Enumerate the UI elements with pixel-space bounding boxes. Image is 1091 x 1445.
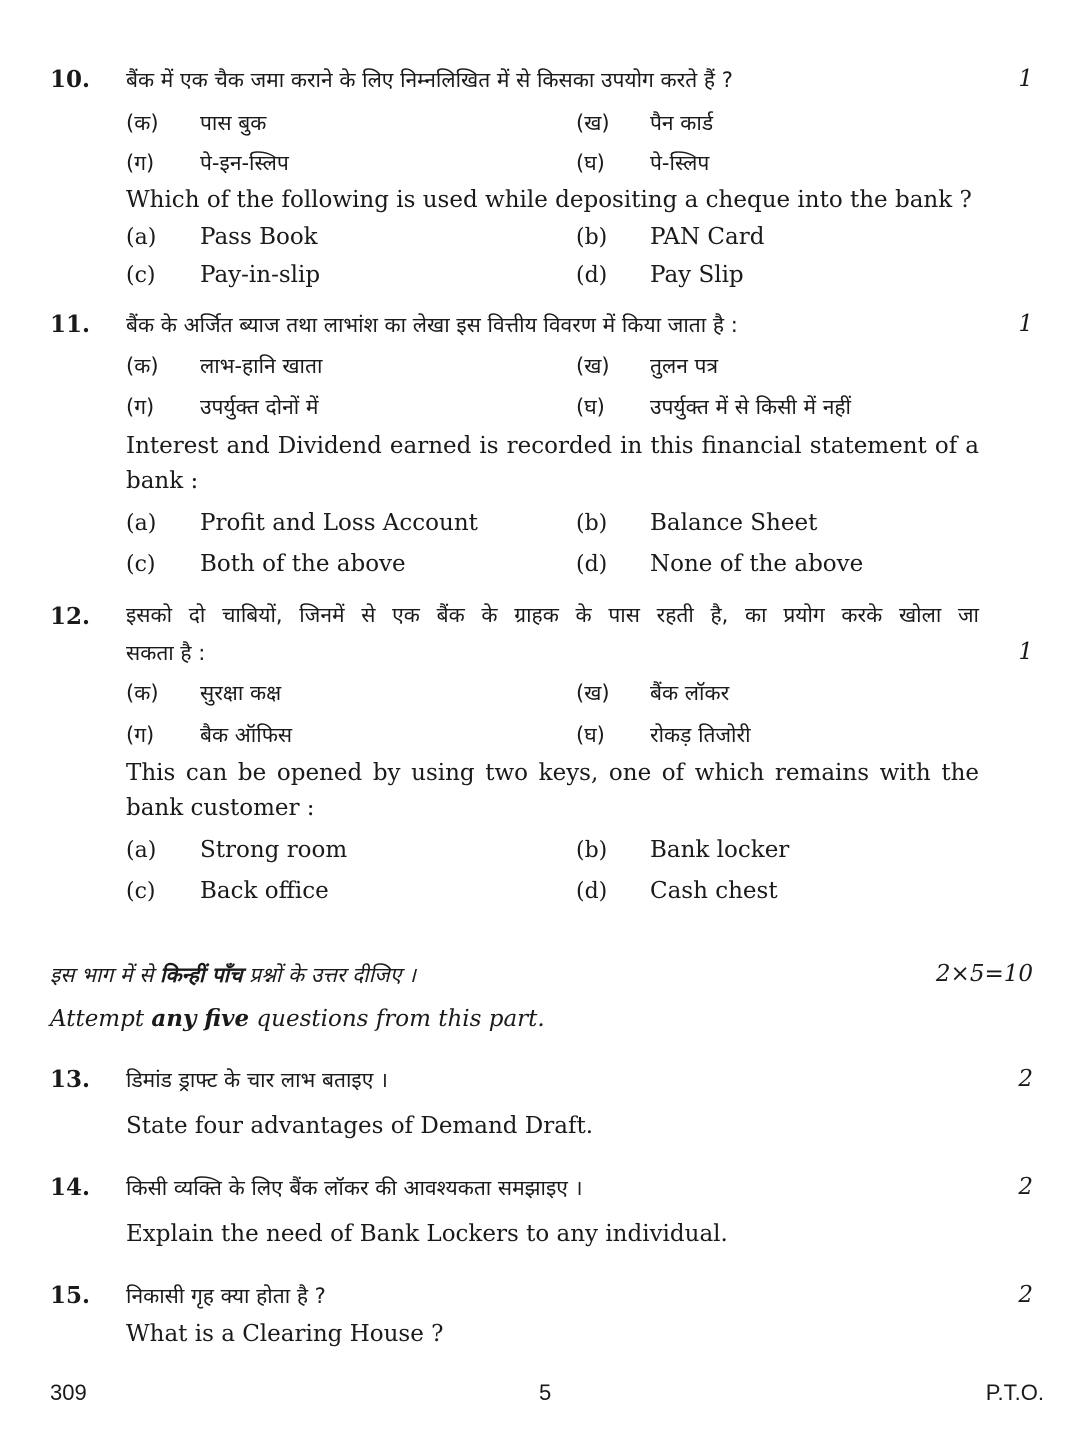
question-text-hindi: बैंक में एक चैक जमा कराने के लिए निम्नलिखित में से किसका उपयोग करते हैं ? [126,68,733,92]
question-text-english-line2: bank customer : [126,795,315,821]
option-label: (ग) [126,395,155,419]
question-text-english-line1: This can be opened by using two keys, one of which remains with the [126,760,979,786]
option-text: उपर्युक्त में से किसी में नहीं [650,395,851,419]
page-number: 5 [539,1380,552,1405]
question-number: 15. [50,1282,91,1309]
question-marks: 2 [1018,1174,1033,1200]
option-text: पे-स्लिप [650,151,710,175]
question-marks: 2 [1018,1066,1033,1092]
option-text: उपर्युक्त दोनों में [200,395,319,419]
option-label: (ग) [126,723,155,747]
option-label: (b) [576,225,608,250]
question-text-hindi: डिमांड ड्राफ्ट के चार लाभ बताइए । [126,1068,388,1092]
option-text: Pay Slip [650,262,744,288]
option-text: रोकड़ तिजोरी [650,723,751,747]
section-instruction-english: Attempt any five questions from this part. [50,1005,545,1032]
option-text: Pass Book [200,224,318,250]
option-text: Profit and Loss Account [200,510,478,536]
question-text-hindi: बैंक के अर्जित ब्याज तथा लाभांश का लेखा इस वित्तीय विवरण में किया जाता है : [126,313,738,337]
option-text: बैंक लॉकर [650,681,730,705]
option-text: Balance Sheet [650,510,818,536]
option-text: PAN Card [650,224,765,250]
option-label: (c) [126,263,156,288]
option-text: Pay-in-slip [200,262,321,288]
option-label: (क) [126,354,159,378]
question-marks: 2 [1018,1282,1033,1308]
question-number: 14. [50,1174,91,1201]
question-number: 11. [50,311,91,338]
question-number: 12. [50,603,91,630]
option-text: पास बुक [200,111,267,135]
option-text: Strong room [200,837,348,863]
option-label: (घ) [576,723,605,747]
section-instruction-hindi: इस भाग में से किन्हीं पाँच प्रश्नों के उत्तर दीजिए । [50,963,416,987]
option-label: (ख) [576,681,610,705]
option-label: (ख) [576,354,610,378]
option-label: (b) [576,838,608,863]
question-number: 13. [50,1066,91,1093]
option-text: None of the above [650,551,864,577]
section-instruction-english-bold: any five [151,1005,250,1032]
option-label: (ख) [576,111,610,135]
option-label: (घ) [576,395,605,419]
section-instruction-hindi-bold: किन्हीं पाँच [160,963,243,987]
option-label: (d) [576,263,608,288]
please-turn-over: P.T.O. [985,1380,1044,1405]
question-marks: 1 [1018,311,1033,337]
paper-code: 309 [50,1380,87,1405]
question-text-english: Which of the following is used while depositing a cheque into the bank ? [126,187,972,213]
question-text-english: Explain the need of Bank Lockers to any individual. [126,1221,728,1247]
question-text-english: State four advantages of Demand Draft. [126,1113,594,1139]
option-text: बैक ऑफिस [200,723,293,747]
option-label: (c) [126,552,156,577]
option-label: (d) [576,879,608,904]
question-text-english-line1: Interest and Dividend earned is recorded in this financial statement of a [126,433,979,459]
question-text-hindi: किसी व्यक्ति के लिए बैंक लॉकर की आवश्यकता समझाइए । [126,1176,583,1200]
option-label: (क) [126,681,159,705]
option-label: (a) [126,225,157,250]
question-number: 10. [50,66,91,93]
option-label: (a) [126,511,157,536]
option-text: Cash chest [650,878,778,904]
question-text-hindi: निकासी गृह क्या होता है ? [126,1284,326,1308]
question-text-english-line2: bank : [126,468,199,494]
question-text-hindi-line2: सकता है : [126,641,206,665]
option-label: (घ) [576,151,605,175]
option-text: Bank locker [650,837,790,863]
option-text: पे-इन-स्लिप [200,151,289,175]
option-label: (b) [576,511,608,536]
section-marks: 2×5=10 [935,961,1033,987]
option-label: (c) [126,879,156,904]
option-label: (ग) [126,151,155,175]
option-label: (a) [126,838,157,863]
question-text-english: What is a Clearing House ? [126,1321,444,1347]
option-label: (d) [576,552,608,577]
option-label: (क) [126,111,159,135]
option-text: पैन कार्ड [650,111,714,135]
option-text: लाभ-हानि खाता [200,354,323,378]
option-text: Both of the above [200,551,406,577]
question-marks: 1 [1018,639,1033,665]
option-text: सुरक्षा कक्ष [200,681,282,705]
question-text-hindi-line1: इसको दो चाबियों, जिनमें से एक बैंक के ग्राहक के पास रहती है, का प्रयोग करके खोला जा [126,603,979,627]
option-text: Back office [200,878,329,904]
question-marks: 1 [1018,66,1033,92]
option-text: तुलन पत्र [650,354,719,378]
